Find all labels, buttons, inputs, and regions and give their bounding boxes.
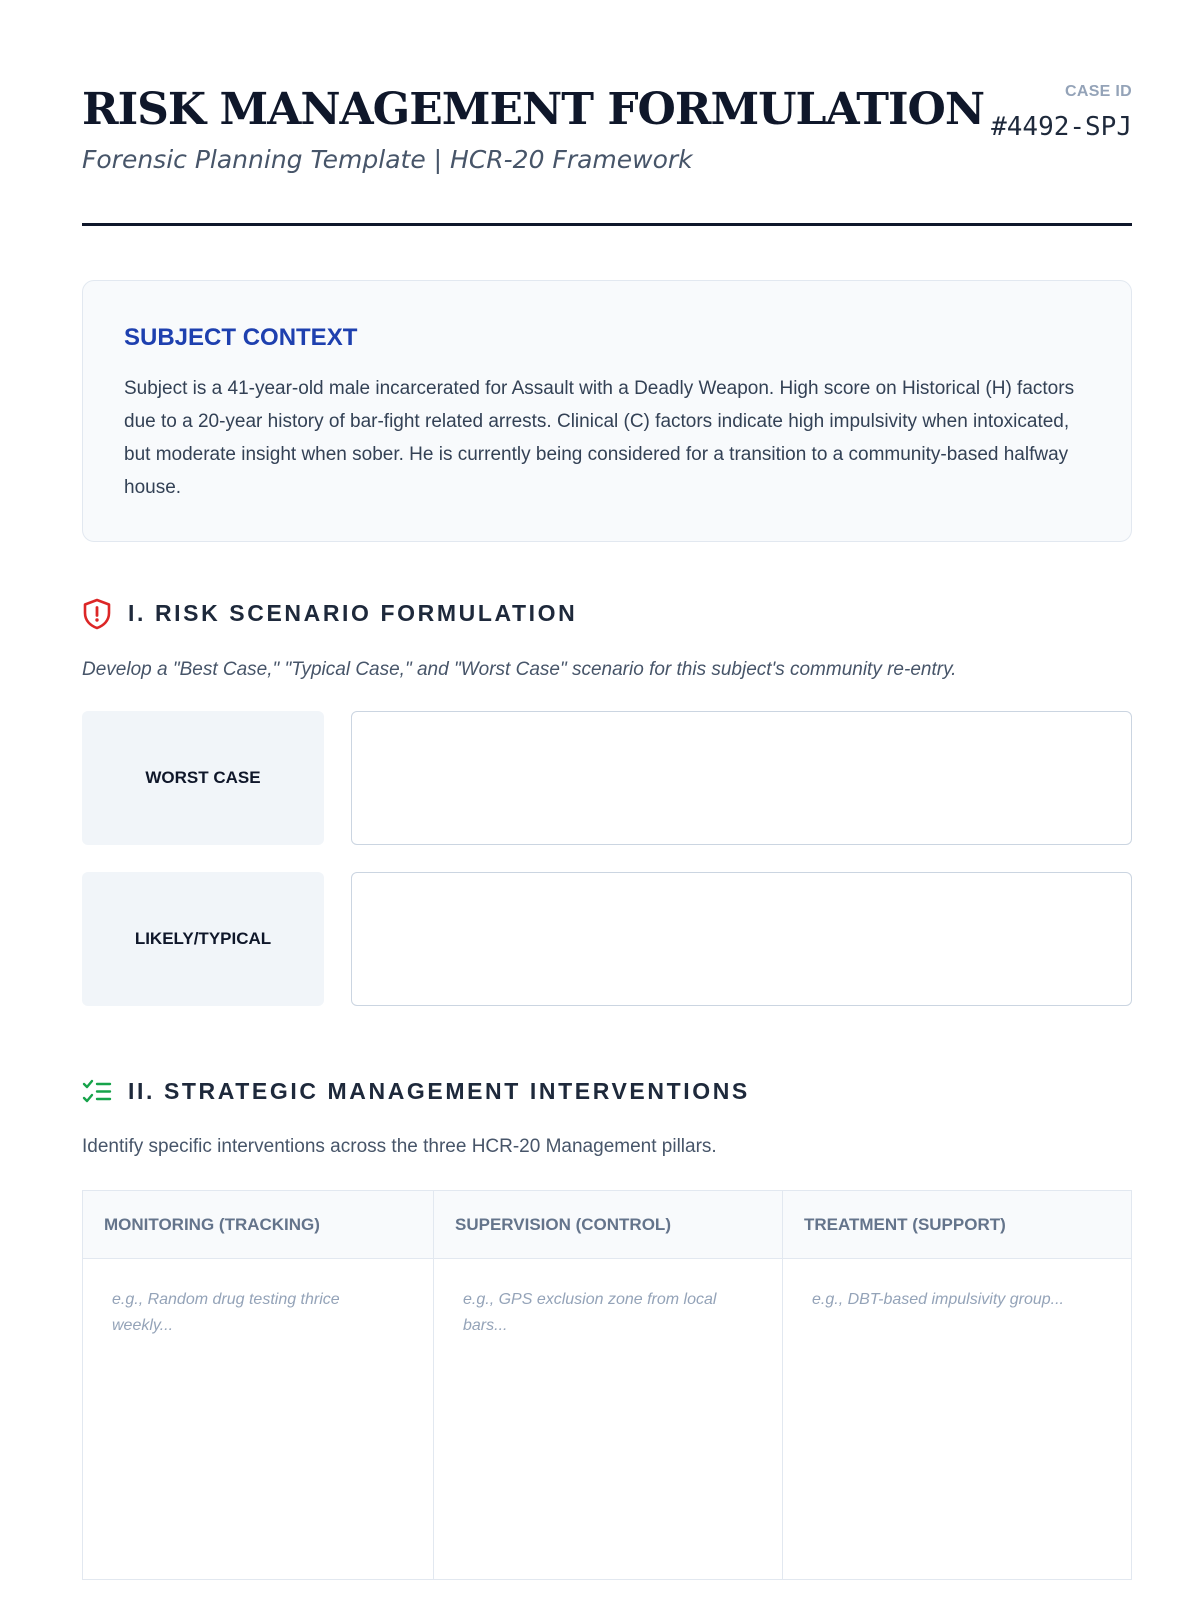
risk-formulation-page xyxy=(82,0,1132,1600)
checklist-icon xyxy=(82,1076,112,1108)
column-header-monitoring: MONITORING (TRACKING) xyxy=(83,1191,433,1259)
column-header-treatment: TREATMENT (SUPPORT) xyxy=(783,1191,1131,1259)
monitoring-input[interactable]: e.g., Random drug testing thrice weekly... xyxy=(112,1291,340,1334)
case-id-value: #4492-SPJ xyxy=(991,112,1132,142)
treatment-input[interactable]: e.g., DBT-based impulsivity group... xyxy=(812,1291,1064,1308)
supervision-input[interactable]: e.g., GPS exclusion zone from local bars... xyxy=(463,1291,717,1334)
section-risk-scenario-description: Develop a "Best Case," "Typical Case," and "Worst Case" scenario for this subject's community re-entry. xyxy=(82,659,957,680)
page-header xyxy=(82,0,1132,226)
scenario-input-typical[interactable] xyxy=(351,872,1132,1006)
column-header-supervision: SUPERVISION (CONTROL) xyxy=(434,1191,782,1259)
scenario-label-typical: LIKELY/TYPICAL xyxy=(82,872,324,1006)
subject-context-text: Subject is a 41-year-old male incarcerated for Assault with a Deadly Weapon. High score on Historical (H) factors due to a 20-year history of bar-fight related arrests. Clinical (C) factors indicate high impulsivity when intoxicated, but moderate insight when sober. He is currently being considered for a transition to a community-based halfway house. xyxy=(124,378,1075,498)
subject-context-card xyxy=(82,280,1132,542)
section-risk-scenario-heading xyxy=(82,596,1132,632)
section-interventions-description: Identify specific interventions across the three HCR-20 Management pillars. xyxy=(82,1136,717,1157)
column-supervision xyxy=(433,1191,782,1579)
scenario-row-typical xyxy=(82,872,1132,1006)
scenario-label-worst: WORST CASE xyxy=(82,711,324,845)
subject-context-title: SUBJECT CONTEXT xyxy=(124,324,358,351)
section-risk-scenario-title: I. RISK SCENARIO FORMULATION xyxy=(128,600,578,626)
scenario-row-worst xyxy=(82,711,1132,845)
section-interventions-title: II. STRATEGIC MANAGEMENT INTERVENTIONS xyxy=(128,1078,750,1104)
section-interventions-heading xyxy=(82,1074,1132,1110)
page-subtitle: Forensic Planning Template | HCR-20 Framework xyxy=(82,145,693,174)
interventions-table xyxy=(82,1190,1132,1580)
scenario-input-worst[interactable] xyxy=(351,711,1132,845)
page-title: RISK MANAGEMENT FORMULATION xyxy=(82,84,985,135)
column-monitoring xyxy=(83,1191,433,1579)
column-treatment xyxy=(782,1191,1131,1579)
case-id-label: CASE ID xyxy=(1065,83,1132,100)
shield-alert-icon xyxy=(82,598,112,630)
